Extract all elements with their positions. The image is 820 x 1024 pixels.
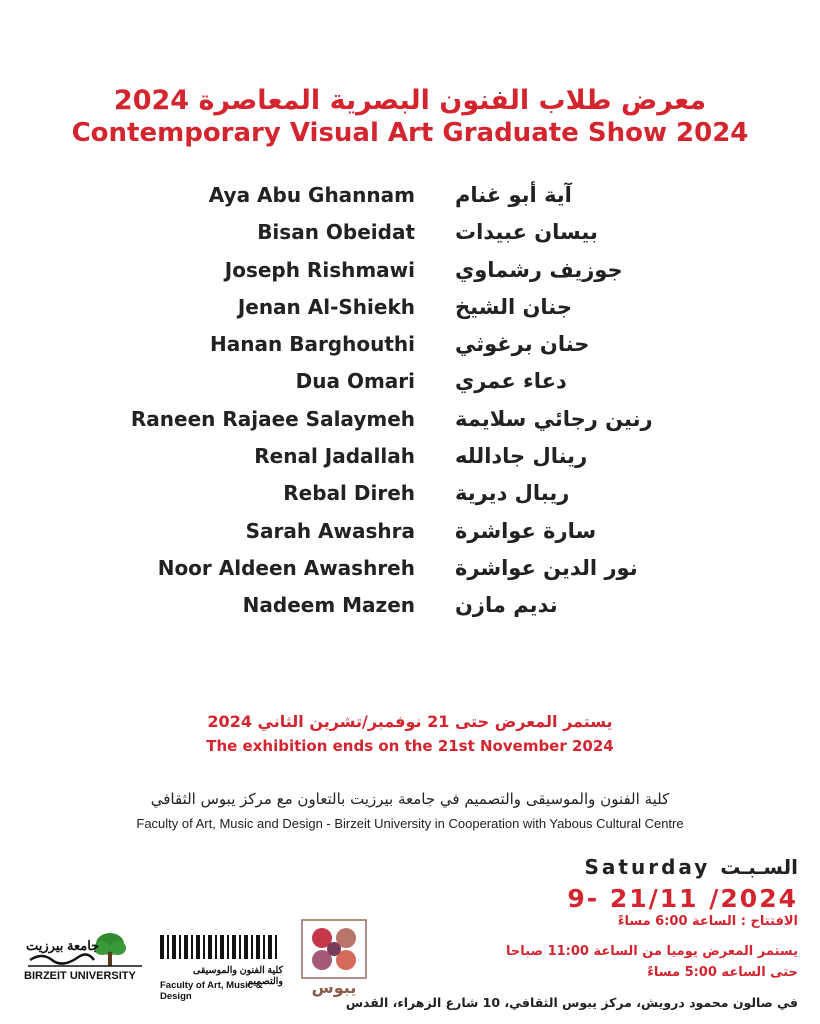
participant-name-arabic: حنان برغوثي xyxy=(455,332,590,357)
participant-name-english: Joseph Rishmawi xyxy=(224,257,415,282)
event-day: Saturday السـبـت xyxy=(584,855,798,879)
participant-name-arabic: جنان الشيخ xyxy=(455,294,572,319)
participant-name-arabic: رينال جادالله xyxy=(455,444,588,469)
participant-name-arabic: نديم مازن xyxy=(455,593,558,618)
birzeit-logo-arabic: جامعة بيرزيت xyxy=(26,938,100,953)
opening-time: الافتتاح : الساعة 6:00 مساءً xyxy=(617,914,798,929)
participant-name-arabic: دعاء عمري xyxy=(455,369,567,394)
participant-name-english: Rebal Direh xyxy=(283,481,415,506)
participant-name-english: Sarah Awashra xyxy=(245,518,415,543)
title-english: Contemporary Visual Art Graduate Show 2024 xyxy=(71,118,749,148)
yabous-logo-text: يبوس xyxy=(311,978,357,997)
faculty-logo-arabic: كلية الفنون والموسيقى والتصميم xyxy=(192,965,283,987)
participant-name-english: Raneen Rajaee Salaymeh xyxy=(130,406,415,431)
venue-address: في صالون محمود درويش، مركز يبوس الثقافي، 10 شارع الزهراء، القدس xyxy=(345,995,798,1010)
yabous-logo xyxy=(300,918,368,998)
participant-name-arabic: سارة عواشرة xyxy=(455,518,597,543)
participant-row xyxy=(0,258,820,295)
title-arabic: معرض طلاب الفنون البصرية المعاصرة 2024 xyxy=(113,85,707,116)
participant-name-english: Hanan Barghouthi xyxy=(210,332,415,357)
participant-row xyxy=(0,481,820,518)
closing-time: حتى الساعه 5:00 مساءً xyxy=(647,965,798,980)
participant-row xyxy=(0,556,820,593)
participant-name-arabic: بيسان عبيدات xyxy=(455,220,598,245)
participant-name-english: Bisan Obeidat xyxy=(257,220,415,245)
participant-row xyxy=(0,183,820,220)
participant-name-english: Nadeem Mazen xyxy=(242,593,415,618)
organizers-english: Faculty of Art, Music and Design - Birzeit University in Cooperation with Yabous Cultural Centre xyxy=(136,816,684,831)
birzeit-logo-english: BIRZEIT UNIVERSITY xyxy=(24,970,136,982)
participant-name-english: Aya Abu Ghannam xyxy=(208,183,415,207)
participant-row xyxy=(0,444,820,481)
participant-name-english: Jenan Al-Shiekh xyxy=(237,294,415,319)
participant-row xyxy=(0,407,820,444)
birzeit-logo xyxy=(22,930,147,990)
participant-name-arabic: نور الدين عواشرة xyxy=(455,555,638,580)
participant-name-english: Noor Aldeen Awashreh xyxy=(157,555,415,580)
participant-row xyxy=(0,593,820,630)
faculty-logo-english: Faculty of Art, Music & Design xyxy=(160,980,263,1002)
participant-name-english: Renal Jadallah xyxy=(254,444,415,469)
participant-row xyxy=(0,220,820,257)
participant-name-arabic: رنين رجائي سلايمة xyxy=(455,406,653,431)
participant-name-arabic: آية أبو غنام xyxy=(455,183,572,207)
participant-row xyxy=(0,295,820,332)
participant-row xyxy=(0,519,820,556)
participant-row xyxy=(0,332,820,369)
exhibition-end-arabic: يستمر المعرض حتى 21 نوفمبر/تشرين الثاني 2024 xyxy=(207,712,613,731)
participant-name-arabic: ريبال ديرية xyxy=(455,481,570,506)
event-date: 9- 21/11 /2024 xyxy=(567,884,798,913)
participant-list xyxy=(0,183,820,631)
participant-name-english: Dua Omari xyxy=(295,369,415,394)
organizers-arabic: كلية الفنون والموسيقى والتصميم في جامعة بيرزيت بالتعاون مع مركز يبوس الثقافي xyxy=(150,790,670,808)
participant-row xyxy=(0,369,820,406)
exhibition-end-english: The exhibition ends on the 21st November 2024 xyxy=(206,737,614,755)
daily-hours: يستمر المعرض يوميا من الساعة 11:00 صباحا xyxy=(506,944,798,959)
participant-name-arabic: جوزيف رشماوي xyxy=(455,257,623,282)
faculty-logo xyxy=(160,935,295,1002)
barcode-icon xyxy=(160,935,280,959)
yabous-emblem-icon xyxy=(300,918,368,980)
